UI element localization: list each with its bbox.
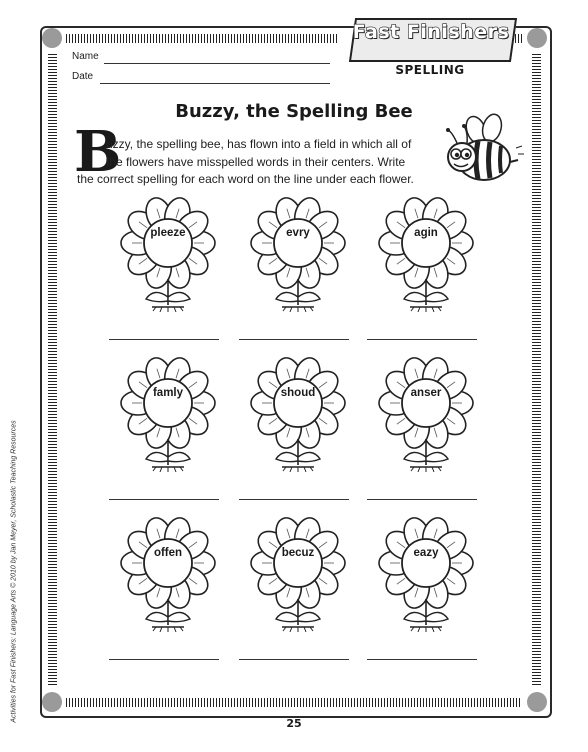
corner-dot [527, 28, 547, 48]
answer-line[interactable] [367, 659, 477, 660]
activity-title: Buzzy, the Spelling Bee [175, 101, 413, 122]
misspelled-word: famly [152, 387, 184, 399]
instructions-line: uzzy, the spelling bee, has flown into a field in which all of [106, 137, 412, 151]
flower-card [108, 517, 228, 635]
flower-icon [238, 197, 358, 315]
bee-icon [440, 112, 526, 192]
series-title: Fast Finishers [352, 21, 510, 43]
flower-icon [108, 357, 228, 475]
copyright-credit: Activities for Fast Finishers: Language Arts © 2010 by Jan Meyer, Scholastic Teaching Resources [10, 420, 18, 723]
flower-icon [238, 357, 358, 475]
flower-icon [366, 357, 486, 475]
answer-line[interactable] [109, 659, 219, 660]
page-number: 25 [286, 717, 302, 730]
answer-line[interactable] [367, 499, 477, 500]
flower-icon [108, 197, 228, 315]
misspelled-word: agin [414, 227, 438, 239]
answer-line[interactable] [239, 499, 349, 500]
flower-icon [366, 517, 486, 635]
misspelled-word: becuz [281, 547, 315, 559]
flower-icon [108, 517, 228, 635]
corner-dot [527, 692, 547, 712]
flower-card [366, 197, 486, 315]
misspelled-word: offen [153, 547, 183, 559]
misspelled-word: shoud [280, 387, 316, 399]
answer-line[interactable] [109, 339, 219, 340]
flower-card [366, 357, 486, 475]
corner-dot [42, 28, 62, 48]
date-field [72, 71, 332, 82]
corner-dot [42, 692, 62, 712]
answer-line[interactable] [239, 339, 349, 340]
hatched-border-top [66, 34, 338, 43]
flower-icon [238, 517, 358, 635]
misspelled-word: anser [410, 387, 442, 399]
name-field [72, 51, 332, 62]
answer-line[interactable] [109, 499, 219, 500]
date-line[interactable] [100, 83, 330, 84]
flower-icon [366, 197, 486, 315]
date-label: Date [72, 71, 94, 82]
flower-card [238, 357, 358, 475]
answer-line[interactable] [367, 339, 477, 340]
instructions-line: the correct spelling for each word on the line under each flower. [77, 172, 414, 186]
misspelled-word: pleeze [150, 227, 186, 239]
name-line[interactable] [104, 63, 330, 64]
subject-label: SPELLING [395, 63, 465, 77]
misspelled-word: eazy [413, 547, 439, 559]
hatched-border-left [48, 54, 57, 686]
flower-card [238, 197, 358, 315]
instructions-line: the flowers have misspelled words in their centers. Write [106, 154, 406, 169]
flower-card [108, 357, 228, 475]
flower-card [366, 517, 486, 635]
instructions [77, 136, 447, 189]
flower-card [108, 197, 228, 315]
answer-line[interactable] [239, 659, 349, 660]
drop-cap: B [74, 119, 122, 185]
hatched-border-bottom [66, 698, 522, 707]
name-label: Name [72, 51, 99, 62]
flower-card [238, 517, 358, 635]
hatched-border-right [532, 54, 541, 686]
misspelled-word: evry [286, 227, 310, 239]
